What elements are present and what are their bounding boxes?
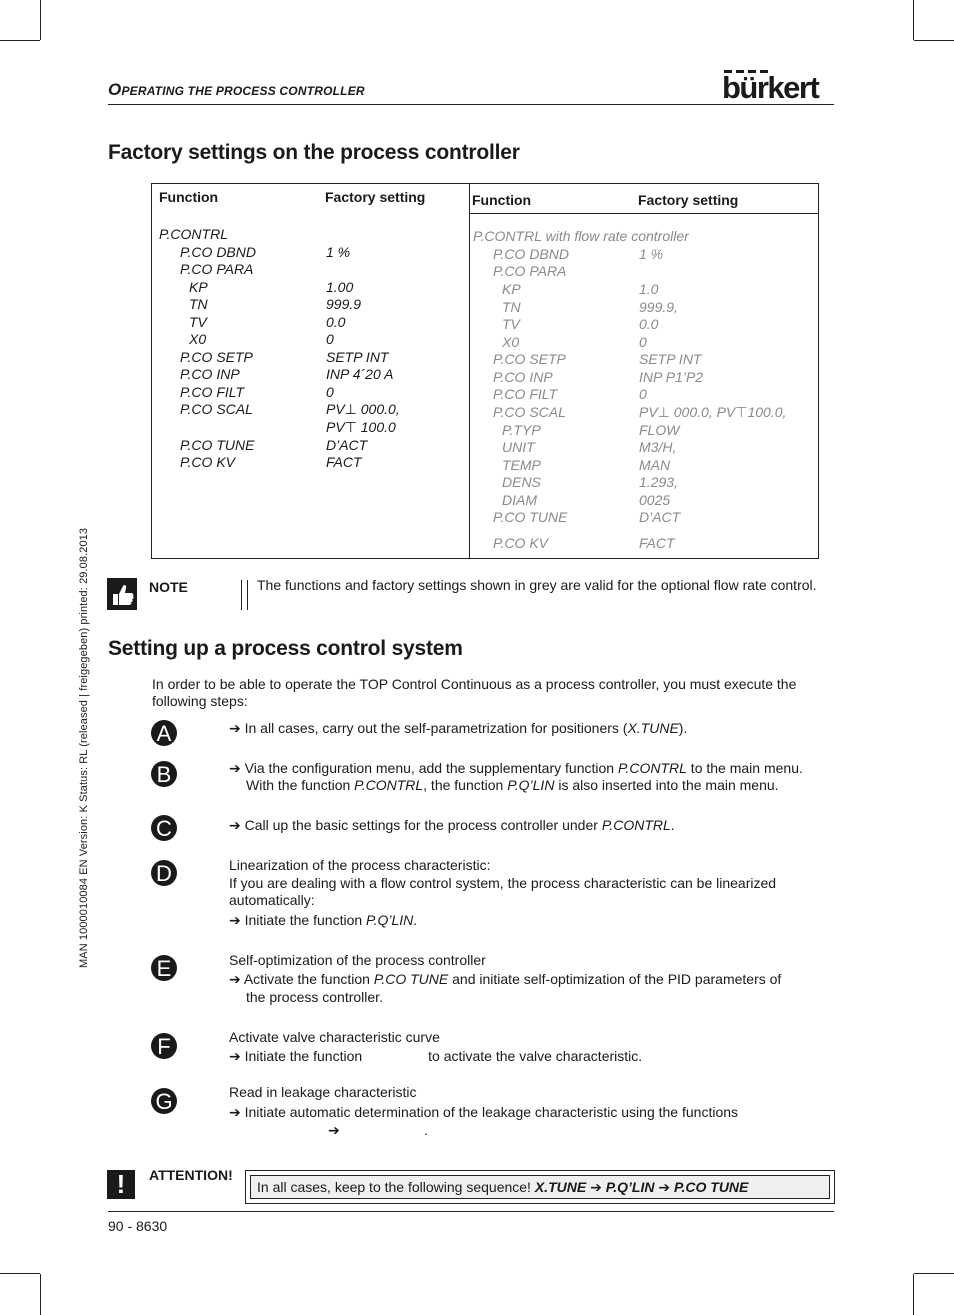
step-e-marker: E <box>151 955 177 981</box>
step-f-action: ➔ Initiate the function to activate the valve characteristic. <box>229 1048 643 1064</box>
table-cell: M3/H, <box>639 439 677 455</box>
table-header-line <box>469 213 818 214</box>
table-cell: P.CO TUNE <box>180 437 255 453</box>
table-cell: MAN <box>639 457 671 473</box>
table-cell: TN <box>189 296 208 312</box>
table-cell: TV <box>189 314 207 330</box>
table-cell: D’ACT <box>326 437 368 453</box>
table-cell: 0025 <box>639 492 671 508</box>
table-cell: P.CO KV <box>493 535 548 551</box>
note-divider <box>241 580 248 610</box>
table-cell: P.CO DBND <box>180 244 256 260</box>
step-f-heading: Activate valve characteristic curve <box>229 1029 440 1045</box>
footer-rule <box>108 1211 834 1212</box>
step-g-arrow: ➔ <box>328 1122 340 1138</box>
table-cell: 999.9 <box>326 296 362 312</box>
table-cell: P.CONTRL <box>159 226 228 242</box>
crop-mark <box>913 1274 914 1315</box>
table-cell: P.CO FILT <box>493 386 558 402</box>
table-cell: P.CO SCAL <box>180 401 253 417</box>
attention-text: In all cases, keep to the following sequence! X.TUNE ➔ P.Q’LIN ➔ P.CO TUNE <box>250 1175 830 1199</box>
table-cell: P.CO KV <box>180 454 235 470</box>
table-cell: P.CO SETP <box>180 349 253 365</box>
crop-mark <box>0 1273 40 1274</box>
table-cell: 0 <box>326 384 334 400</box>
header-rule <box>108 104 834 105</box>
step-d-heading: Linearization of the process characteristic: <box>229 857 491 873</box>
thumbs-up-icon <box>107 578 137 610</box>
left-col-setting-header: Factory setting <box>325 189 426 205</box>
step-a-text: ➔ In all cases, carry out the self-parametrization for positioners (X.TUNE). <box>229 720 688 736</box>
table-cell: TEMP <box>502 457 541 473</box>
step-g-dot: . <box>424 1122 428 1138</box>
table-cell: PV⊥ 000.0, <box>326 401 400 417</box>
table-cell: 1.00 <box>326 279 354 295</box>
table-cell: 0 <box>639 386 647 402</box>
step-f-marker: F <box>151 1033 177 1059</box>
table-cell: P.CO INP <box>180 366 240 382</box>
table-cell: PV⊥ 000.0, PV⊤100.0, <box>639 404 787 420</box>
table-cell: X0 <box>502 334 520 350</box>
table-cell: P.CO SETP <box>493 351 566 367</box>
section-title-setup: Setting up a process control system <box>108 637 463 660</box>
table-cell: FACT <box>639 535 675 551</box>
crop-mark <box>40 0 41 40</box>
table-cell: 1.0 <box>639 281 659 297</box>
table-divider <box>469 183 470 558</box>
svg-text:bürkert: bürkert <box>722 70 819 102</box>
crop-mark <box>0 40 40 41</box>
note-label: NOTE <box>149 579 188 595</box>
note-text: The functions and factory settings shown in grey are valid for the optional flow rate control. <box>257 577 817 593</box>
table-cell: P.CO DBND <box>493 246 569 262</box>
document-metadata-sidebar: MAN 1000010084 EN Version: K Status: RL (released | freigegeben) printed: 29.08.2013 <box>78 527 90 968</box>
step-e-heading: Self-optimization of the process controller <box>229 952 486 968</box>
step-c-text: ➔ Call up the basic settings for the process controller under P.CONTRL. <box>229 817 675 833</box>
table-cell: P.CO FILT <box>180 384 245 400</box>
attention-label: ATTENTION! <box>149 1167 233 1183</box>
crop-mark <box>914 40 954 41</box>
table-cell: DENS <box>502 474 541 490</box>
table-cell: 0 <box>326 331 334 347</box>
table-cell: DIAM <box>502 492 537 508</box>
step-b-text: ➔ Via the configuration menu, add the supplementary function P.CONTRL to the main menu. <box>229 760 803 776</box>
table-cell: INP P1’P2 <box>639 369 704 385</box>
step-d-text: If you are dealing with a flow control system, the process characteristic can be linearized automatically: <box>229 875 777 908</box>
table-cell: P.CO PARA <box>493 263 567 279</box>
table-cell: P.CO PARA <box>180 261 254 277</box>
table-cell: 999.9, <box>639 299 678 315</box>
table-cell: INP 4´20 A <box>326 366 394 382</box>
table-cell: SETP INT <box>639 351 702 367</box>
right-col-function-header: Function <box>472 192 532 208</box>
page-number: 90 - 8630 <box>108 1218 168 1234</box>
table-cell: KP <box>502 281 521 297</box>
attention-box <box>245 1170 835 1204</box>
table-cell: PV⊤ 100.0 <box>326 419 396 435</box>
table-cell: P.CO INP <box>493 369 553 385</box>
crop-mark <box>40 1274 41 1315</box>
table-cell: X0 <box>189 331 207 347</box>
table-cell: D’ACT <box>639 509 681 525</box>
table-cell: 0.0 <box>326 314 346 330</box>
burkert-logo <box>722 70 834 102</box>
table-cell: P.CO SCAL <box>493 404 566 420</box>
right-col-setting-header: Factory setting <box>638 192 739 208</box>
left-col-function-header: Function <box>159 189 219 205</box>
table-cell: P.CO TUNE <box>493 509 568 525</box>
step-d-action: ➔ Initiate the function P.Q’LIN. <box>229 912 418 928</box>
step-g-heading: Read in leakage characteristic <box>229 1084 417 1100</box>
step-e-action: ➔ Activate the function P.CO TUNE and initiate self-optimization of the PID parameters of <box>229 971 782 987</box>
table-cell: TV <box>502 316 520 332</box>
table-cell: UNIT <box>502 439 535 455</box>
running-title: OPERATING THE PROCESS CONTROLLER <box>108 80 365 99</box>
table-cell: 0.0 <box>639 316 659 332</box>
table-cell: P.TYP <box>502 422 541 438</box>
table-cell: KP <box>189 279 208 295</box>
step-e-action-2: the process controller. <box>246 989 383 1005</box>
exclamation-icon: ! <box>107 1170 135 1199</box>
table-cell: 1 % <box>326 244 351 260</box>
intro-paragraph: In order to be able to operate the TOP Control Continuous as a process controller, you must execute the following steps: <box>152 676 797 709</box>
step-c-marker: C <box>151 815 177 841</box>
crop-mark <box>913 0 914 40</box>
table-cell: 1 % <box>639 246 664 262</box>
table-cell: FACT <box>326 454 362 470</box>
step-d-marker: D <box>151 860 177 886</box>
step-b-text-2: With the function P.CONTRL, the function P.Q’LIN is also inserted into the main menu. <box>246 777 779 793</box>
step-g-action: ➔ Initiate automatic determination of the leakage characteristic using the functions <box>229 1104 739 1120</box>
table-cell: 1.293, <box>639 474 678 490</box>
table-cell: SETP INT <box>326 349 389 365</box>
crop-mark <box>914 1273 954 1274</box>
step-g-marker: G <box>151 1088 177 1114</box>
table-cell: P.CONTRL with flow rate controller <box>473 228 689 244</box>
step-a-marker: A <box>151 720 177 746</box>
table-cell: FLOW <box>639 422 680 438</box>
table-cell: TN <box>502 299 521 315</box>
step-b-marker: B <box>151 761 177 787</box>
table-cell: 0 <box>639 334 647 350</box>
section-title-factory-settings: Factory settings on the process controller <box>108 141 520 164</box>
